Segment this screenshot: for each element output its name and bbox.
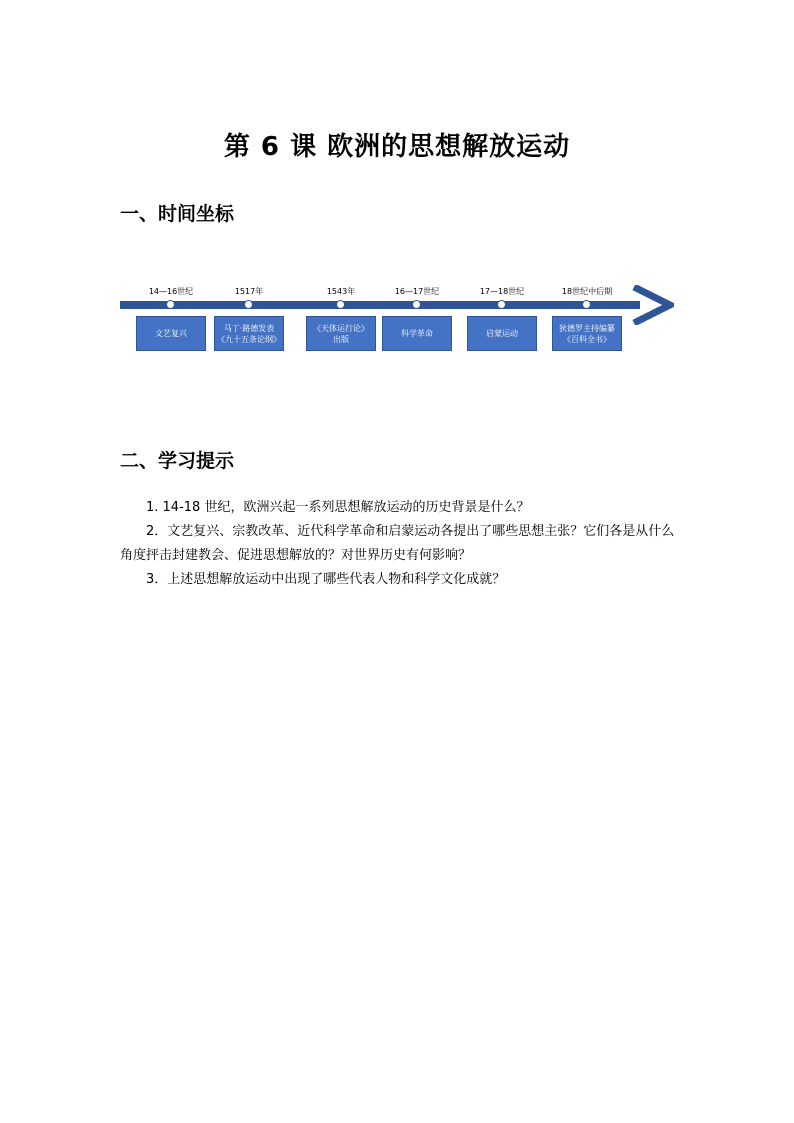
study-prompt: 2．文艺复兴、宗教改革、近代科学革命和启蒙运动各提出了哪些思想主张？它们各是从什么角度抨击封建教会、促进思想解放的？对世界历史有何影响？ [120,524,675,563]
timeline-event-box [136,316,206,351]
timeline-event-line: 出版 [333,334,349,344]
timeline-date: 18世纪中后期 [561,287,613,296]
timeline-event-box [552,316,622,351]
timeline-date: 16—17世纪 [394,287,440,296]
timeline-event-line: 狄德罗主持编纂 [559,323,615,333]
timeline-date: 1517年 [234,287,264,296]
study-prompt: 1. 14-18 世纪，欧洲兴起一系列思想解放运动的历史背景是什么？ [146,500,530,515]
timeline-dot [336,300,345,309]
timeline-date: 14—16世纪 [148,287,194,296]
timeline-event-box [467,316,537,351]
timeline-event-box [214,316,284,351]
timeline-event-line: 《百科全书》 [563,334,611,344]
timeline-event-box [382,316,452,351]
timeline-event-box [306,316,376,351]
timeline-event-line: 马丁·路德发表 [223,323,275,333]
timeline-event-line: 科学革命 [401,329,433,338]
study-prompt: 3．上述思想解放运动中出现了哪些代表人物和科学文化成就？ [146,572,506,587]
timeline-dot [497,300,506,309]
timeline-dot [412,300,421,309]
timeline-bar [120,301,640,309]
page-title: 第 6 课 欧洲的思想解放运动 [223,132,571,162]
timeline [120,280,680,360]
timeline-event-line: 文艺复兴 [155,329,187,338]
timeline-dot [166,300,175,309]
study-prompts [120,496,675,592]
timeline-dot [582,300,591,309]
timeline-event-line: 《九十五条论纲》 [217,334,281,344]
timeline-date: 17—18世纪 [479,287,525,296]
timeline-event-line: 《天体运行论》 [313,323,369,333]
timeline-dot [244,300,253,309]
timeline-event-line: 启蒙运动 [486,329,518,338]
section-heading-study-tips: 二、学习提示 [120,450,235,472]
section-heading-timeline: 一、时间坐标 [120,203,235,225]
timeline-date: 1543年 [326,287,356,296]
